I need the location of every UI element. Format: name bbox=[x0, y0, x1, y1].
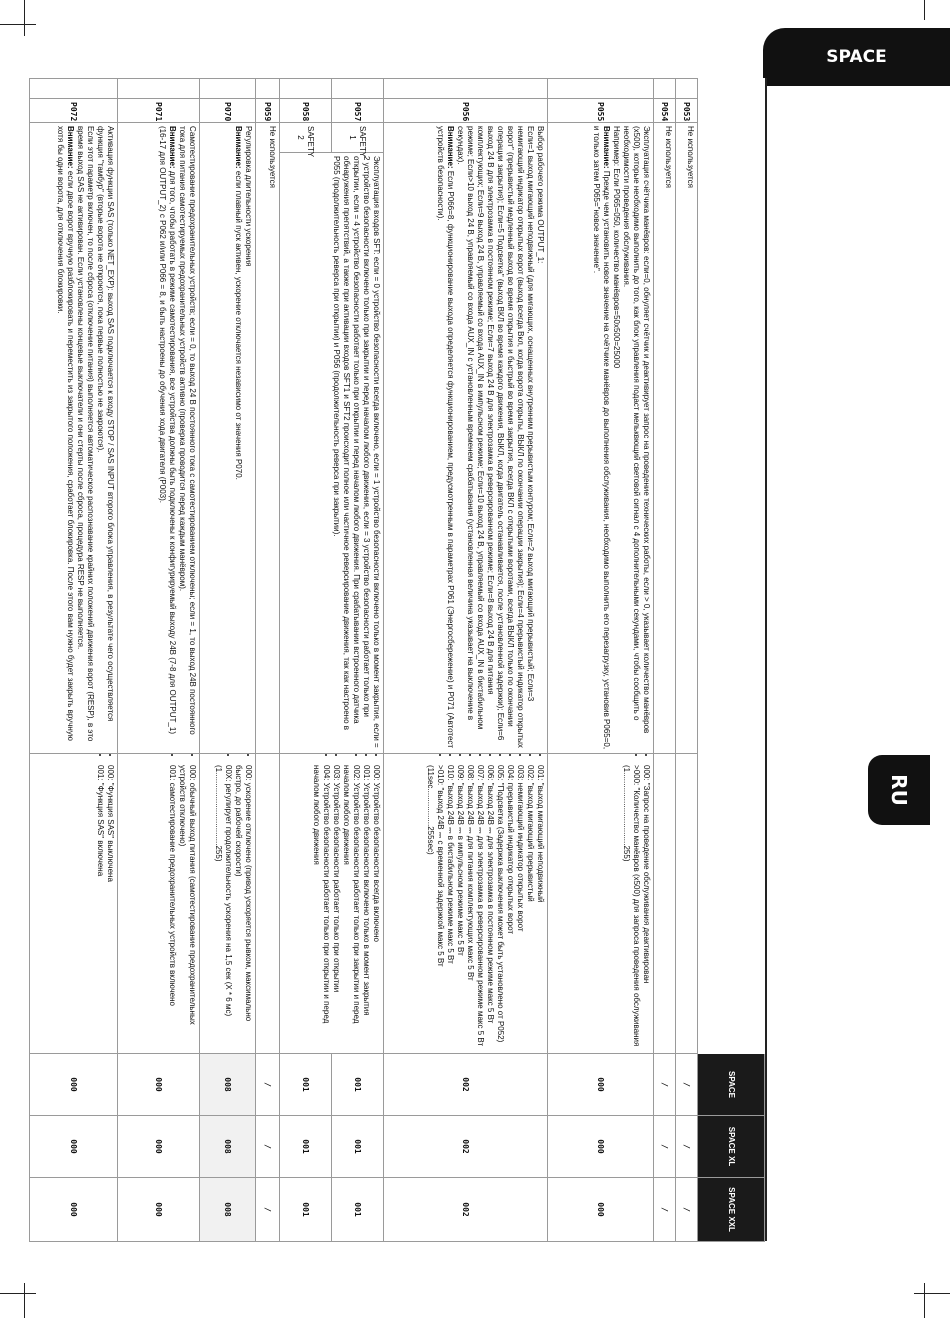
crop-mark bbox=[24, 1283, 25, 1318]
option-item: • 009: "выход 24В ⎓ в импульсном режиме макс 5 Вт bbox=[455, 765, 465, 1050]
value-space-xl: / bbox=[256, 1116, 280, 1178]
param-options bbox=[30, 754, 118, 1054]
param-code: P058 bbox=[280, 99, 332, 123]
param-code: P053 bbox=[676, 99, 698, 123]
option-item: • 001: самотестирование предохранительных устройств включено bbox=[167, 765, 177, 1050]
table-row bbox=[118, 79, 200, 1242]
value-space: 002 bbox=[384, 1054, 548, 1116]
value-space-xl: 000 bbox=[30, 1116, 118, 1178]
language-tab bbox=[868, 755, 930, 825]
param-description: Не используется bbox=[676, 123, 698, 754]
value-space-xl: 001 bbox=[332, 1116, 384, 1178]
option-item: • 010: "выход 24В ⎓ в бистабильном режиме макс 5 Вт bbox=[445, 765, 455, 1050]
description-text: Например: Если P065=050, количество манёвров=50x500=25000 bbox=[612, 126, 621, 369]
table-row bbox=[256, 79, 280, 1242]
param-description bbox=[200, 123, 256, 754]
table-row bbox=[548, 79, 654, 1242]
value-space: / bbox=[654, 1054, 676, 1116]
option-item: • 000: ускорение отключено (привод ускоряется рывком, максимально быстро, до рабочей скорости) bbox=[233, 765, 253, 1050]
value-space-xxl: 001 bbox=[332, 1178, 384, 1242]
value-space-xxl: 000 bbox=[118, 1178, 200, 1242]
value-space-xl: 008 bbox=[200, 1116, 256, 1178]
option-item: • 001: "выход мигающий неподвижный bbox=[535, 765, 545, 1050]
value-space-xxl: 002 bbox=[384, 1178, 548, 1242]
param-description: Эксплуатация входов SFT: если = 0 устройство безопасности всегда включено, если = 1 устройство безопасности включено только в момент закрытия, если = 2 устройство безопасности включено только при закрытии и перед началом любого движения, если = 3 устройство безопасности работает только при открытии, если = 4 устройство безопасности работает только при открытии и перед началом любого движения. При срабатывании встроенного датчика обнаружения препятствий, а также при активации входов SFT1 и SFT2 происходит полное или частичное реверсирование движения, так как настроено в P055 (продолжительность реверса при открытии) и P056 (продолжительность реверса при закрытии). bbox=[280, 153, 384, 754]
description-warning: Внимание: если плавный пуск активен, ускорение отключается независимо от значения P070. bbox=[234, 126, 243, 480]
option-item: • 003: Устройство безопасности работает только при открытии bbox=[331, 765, 341, 1050]
column-header-space-xl: SPACE XL bbox=[698, 1116, 765, 1178]
option-item: • 008: "выход 24В ⎓ для питания комплектующих макс 5 Вт bbox=[465, 765, 475, 1050]
value-space: 008 bbox=[200, 1054, 256, 1116]
value-space-xxl: 001 bbox=[280, 1178, 332, 1242]
crop-mark bbox=[0, 24, 36, 25]
value-space-xxl: 008 bbox=[200, 1178, 256, 1242]
value-space-xl: / bbox=[676, 1116, 698, 1178]
option-item: • 004: Устройство безопасности работает только при открытии и перед началом любого движения bbox=[311, 765, 331, 1050]
param-code: P071 bbox=[118, 99, 200, 123]
table-row bbox=[384, 79, 548, 1242]
value-space: 001 bbox=[332, 1054, 384, 1116]
description-warning: Внимание: Если P066=8, функционирование выхода определяется функционированием, предусмотренным в параметрах P061 (Энергосбережение) и P071 (Автотест устройств безопасности). bbox=[436, 126, 455, 749]
description-warning: Внимание: Прежде чем установить новое значение на счётчике манёвров до выполнения обслуживания, необходимо выполнить его перезагрузку, установив P065=0, и только затем P065="новое значение". bbox=[592, 126, 611, 750]
option-item: • 000: обычный выход питания (самотестирование предохранительных устройств отключено) bbox=[177, 765, 197, 1050]
value-space-xxl: 000 bbox=[30, 1178, 118, 1242]
value-space-xxl: / bbox=[256, 1178, 280, 1242]
safety-label: SAFETY 2 bbox=[280, 123, 332, 153]
value-space-xl: 000 bbox=[118, 1116, 200, 1178]
value-space: 000 bbox=[118, 1054, 200, 1116]
value-space-xl: 002 bbox=[384, 1116, 548, 1178]
crop-mark bbox=[0, 1293, 36, 1294]
value-space: 000 bbox=[548, 1054, 654, 1116]
description-warning: Внимание: для того, чтобы работать в режиме самотестирования, все устройства должны быть подключены к конфигурируемый выходу 24В (7-8 для OUTPUT_1) (16-17 для OUTPUT_2) с P062 и/или P066 = 8, и быть настроены до обучения хода двигателя (P003). bbox=[158, 126, 177, 734]
value-space: 000 bbox=[30, 1054, 118, 1116]
option-item: • 002: "выход мигающий прерывистый bbox=[525, 765, 535, 1050]
description-text: Если этот параметр включен, то после сброса (отключение питания) выполняется автоматическое распознавание крайних положений движения ворот (RESP), в это время выход SAS не активирован. Если установлены концевые выключатели и они стерты после сброса, процедура RESP не выполняется. bbox=[76, 126, 95, 742]
value-space-xxl: / bbox=[676, 1178, 698, 1242]
option-item: • 007: "выход 24В ⎓ для электрозамка в реверсированном режиме макс 5 Вт bbox=[475, 765, 485, 1050]
header-row bbox=[698, 79, 765, 1242]
option-item: • 001: "Функция SAS" включена bbox=[95, 765, 105, 1050]
value-space-xl: 001 bbox=[280, 1116, 332, 1178]
value-space: / bbox=[676, 1054, 698, 1116]
description-text: Самотестирование предохранительных устройств; если = 0, то выход 24 В постоянного тока с самотестированием отключены; если = 1, то выход 24В постоянного тока для питания самотестируемых предохранительных устройств активно (проверка проводится перед каждым манёвром). bbox=[178, 126, 197, 735]
description-text: Если=1 выход мигающий неподвижный (для мигающих, оснащенных внутренним прерывистым контуром; Если=2 выход мигающий прерывистый; Если=3 немигающий индикатор открытых ворот (выход всегда Вкл, когда ворота открыты, ВЫКЛ по окончании операции закрытия); Если=4 прерывистый индикатор открытых ворот" (прерывистый медленный выход во время открытия и быстрый во время закрытия, всегда ВКЛ с открытыми воротами, всегда ВЫКЛ только по окончании операции закрытия); Если=5 Подсветка" (выход ВКЛ во время каждого движения, ВЫКЛ, когда двигатель останавливается, после установленной задержки); Если=6 выход 24 В для электрозамка в постоянном режиме; Если=7 выход 24 В для электрозамка в реверсированном режиме; Если=8 выход 24 В для питания комплектующих; Если=9 выход 24 В, управляемый со входа AUX_IN в импульсном режиме; Если=10 выход 24 В, управляемый со входа AUX_IN в бистабильном режиме; Если>10 выход 24 В, управляемый со входа AUX_IN с установленным временем срабатывания (установленная величина указывает на выключение в секундах). bbox=[456, 126, 535, 748]
option-item: • 00X: регулирует продолжительность ускорения на 1,5 сек (X * 6 мс) bbox=[223, 765, 233, 1050]
column-header-space: SPACE bbox=[698, 1054, 765, 1116]
option-item: • 005: "Подсветка (Задержка выключения может быть установлено от P052) bbox=[495, 765, 505, 1050]
option-range: (11sec.................255sec) bbox=[426, 765, 435, 855]
option-range: (1.................................255) bbox=[214, 765, 223, 862]
language-label: RU bbox=[886, 774, 911, 806]
param-description bbox=[548, 123, 654, 754]
column-header-space-xxl: SPACE XXL bbox=[698, 1178, 765, 1242]
param-options bbox=[280, 754, 384, 1054]
parameter-sheet bbox=[56, 78, 767, 1241]
table-viewport bbox=[56, 78, 767, 1241]
table-row bbox=[654, 79, 676, 1242]
description-text: Выбор рабочего режима OUTPUT_1: bbox=[536, 126, 545, 264]
crop-mark bbox=[24, 0, 25, 36]
value-space-xl: 000 bbox=[548, 1116, 654, 1178]
value-space-xxl: / bbox=[654, 1178, 676, 1242]
option-item: • 001: Устройство безопасности включено только в момент закрытия bbox=[361, 765, 371, 1050]
param-description bbox=[30, 123, 118, 754]
option-item: • 000: Устройство безопасности всегда включено bbox=[371, 765, 381, 1050]
brand-tab bbox=[763, 28, 950, 86]
option-item: • 006: "выход 24В ⎓ для электрозамка в постоянном режиме макс 5 Вт bbox=[485, 765, 495, 1050]
param-description bbox=[118, 123, 200, 754]
safety-label: SAFETY 1 bbox=[332, 123, 384, 153]
value-space-xxl: 000 bbox=[548, 1178, 654, 1242]
param-code: P054 bbox=[654, 99, 676, 123]
option-item: • 003: немигающий индикатор открытых ворот bbox=[515, 765, 525, 1050]
crop-mark bbox=[924, 0, 925, 20]
parameter-table bbox=[29, 78, 765, 1242]
option-item: • 000: "Запрос на проведение обслуживания деактивирован bbox=[641, 765, 651, 1050]
param-code: P070 bbox=[200, 99, 256, 123]
option-item: • 004: прерывистый индикатор открытых ворот bbox=[505, 765, 515, 1050]
table-row bbox=[30, 79, 118, 1242]
param-description: Не используется bbox=[654, 123, 676, 754]
option-item: • >010: "выход 24В ⎓ с временной задержкой макс 5 Вт bbox=[435, 765, 445, 1050]
value-space-xl: / bbox=[654, 1116, 676, 1178]
param-code: P059 bbox=[256, 99, 280, 123]
table-row bbox=[676, 79, 698, 1242]
param-description bbox=[384, 123, 548, 754]
param-code: P057 bbox=[332, 99, 384, 123]
description-text: Регулировка длительности ускорения bbox=[244, 126, 253, 267]
value-space: / bbox=[256, 1054, 280, 1116]
table-row bbox=[332, 79, 384, 1242]
crop-mark bbox=[914, 1293, 950, 1294]
description-text: Эксплуатация счётчика манёвров: если=0, обнуляет счётчик и деактивирует запрос на проведение технических работы, если > 0, указывает количество манёвров (x500), которые необходимо выполнить до того, как блок управления подаст мельквющий световой сигнал с 4 дополнительными секундами, чтобы сообщить о необходимости проведения обслуживания. bbox=[622, 126, 651, 734]
param-code: P055 bbox=[548, 99, 654, 123]
option-range: (1.................................255) bbox=[622, 765, 631, 862]
param-options bbox=[118, 754, 200, 1054]
brand-label: SPACE bbox=[826, 47, 887, 67]
crop-mark bbox=[924, 1283, 925, 1318]
option-item: • 000: "Функция SAS" выключена bbox=[105, 765, 115, 1050]
param-code: P072 bbox=[30, 99, 118, 123]
param-options bbox=[548, 754, 654, 1054]
param-code: P056 bbox=[384, 99, 548, 123]
description-text: Активация функции SAS (только NET_EXP): выход SAS подключается к входу STOP / SAS INPUT второго блока управления, в результате чего осуществляется функция "тамбур" (вторые ворота не откроются, пока первые полностью не закроются). bbox=[96, 126, 115, 722]
param-options bbox=[200, 754, 256, 1054]
param-options bbox=[384, 754, 548, 1054]
option-item: • 002: Устройство безопасности работает только при закрытии и перед началом любого движения bbox=[341, 765, 361, 1050]
description-warning: Внимание: если двое ворот вручную разблокировать и переместить из закрытого положения, сработает блокировка. После этого вам нужно будет закрыть вручную хотя бы одни ворота, для отключения блокировки. bbox=[56, 126, 75, 741]
table-row bbox=[200, 79, 256, 1242]
option-item: • >000: "Количество манёвров (x500) для запроса проведения обслуживания bbox=[631, 765, 641, 1050]
param-description: Не используется bbox=[256, 123, 280, 754]
value-space: 001 bbox=[280, 1054, 332, 1116]
